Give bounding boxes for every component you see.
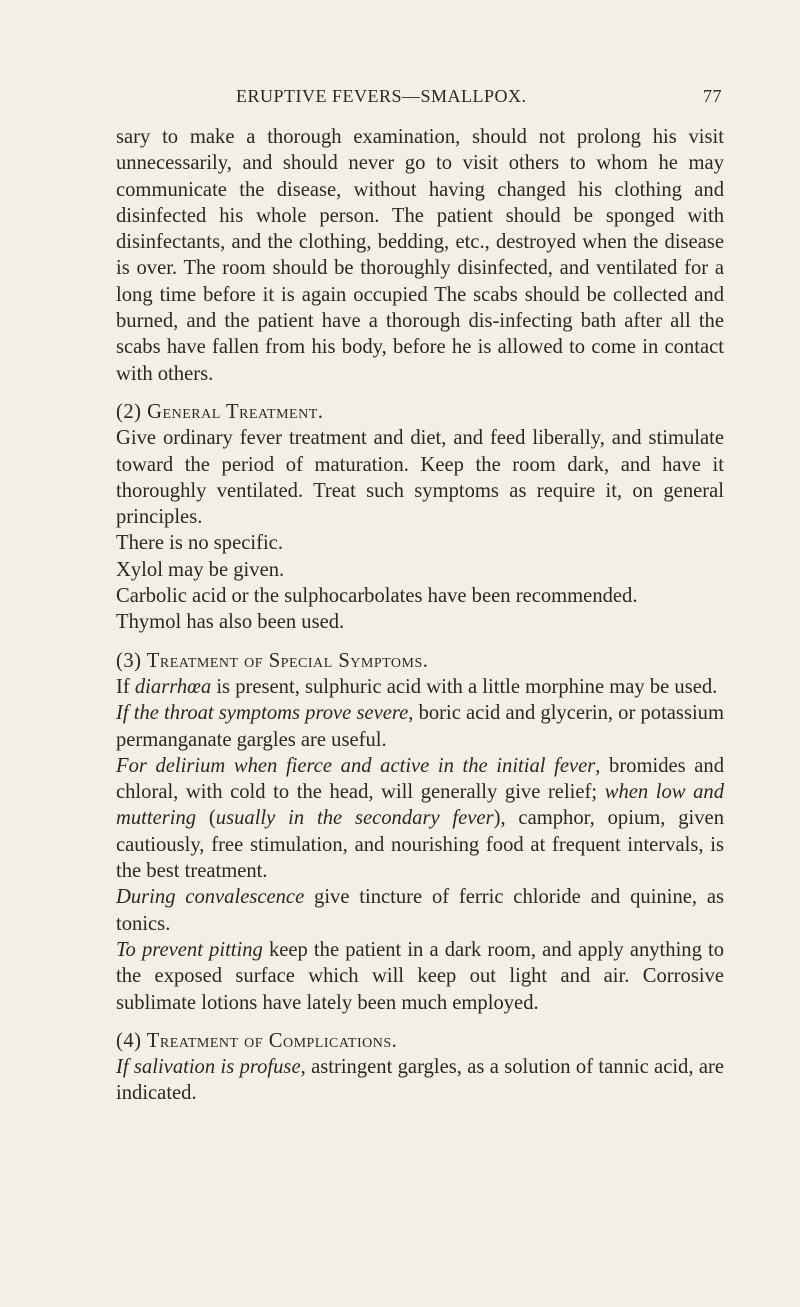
intro-paragraph: sary to make a thorough examination, should not prolong his visit unnecessarily, and should never go to visit others to whom he may communicate the disease, without having changed his clothing and disinfected his whole person. The patient should be sponged with disinfectants, and the clothing, bedding, etc., destroyed when the disease is over. The room should be thoroughly disinfected, and ventilated for a long time before it is again occupied The scabs should be collected and burned, and the patient have a thorough dis-infecting bath after all the scabs have fallen from his body, before he is allowed to come in contact with others.	[116, 126, 724, 385]
special-symptom-paragraph: For delirium when fierce and active in the initial fever, bromides and chloral, with cold to the head, will generally give relief; when low and muttering (usually in the secondary fever), camphor, opium, given cautiously, free stimulation, and nourishing food at frequent intervals, is the best treatment.	[116, 754, 724, 883]
complications-paragraph: If salivation is profuse, astringent gargles, as a solution of tannic acid, are indicated.	[116, 1056, 724, 1105]
page-header	[116, 86, 722, 110]
section-heading-special-symptoms: (3) Treatment of Special Symptoms.	[116, 649, 429, 672]
body-text	[116, 124, 724, 1107]
section-heading-complications: (4) Treatment of Complications.	[116, 1029, 398, 1052]
general-treatment-line: Xylol may be given.	[116, 558, 285, 581]
general-treatment-line: Carbolic acid or the sulphocarbolates have been recommended.	[116, 585, 638, 608]
special-symptom-paragraph: To prevent pitting keep the patient in a dark room, and apply anything to the exposed surface which will keep out light and air. Corrosive sublimate lotions have lately been much employed.	[116, 938, 725, 1014]
running-title: ERUPTIVE FEVERS—SMALLPOX.	[236, 86, 527, 106]
special-symptom-paragraph: During convalescence give tincture of ferric chloride and quinine, as tonics.	[116, 886, 724, 935]
general-treatment-line: Thymol has also been used.	[116, 611, 345, 634]
special-symptom-paragraph: If diarrhœa is present, sulphuric acid with a little morphine may be used.	[116, 675, 718, 698]
section-heading-general-treatment: (2) General Treatment.	[116, 400, 324, 423]
page-number: 77	[703, 86, 722, 106]
general-treatment-paragraph: Give ordinary fever treatment and diet, and feed liberally, and stimulate toward the period of maturation. Keep the room dark, and have it thoroughly ventilated. Treat such symptoms as require it, on general principles.	[116, 427, 724, 529]
general-treatment-line: There is no specific.	[116, 532, 283, 555]
special-symptom-paragraph: If the throat symptoms prove severe, boric acid and glycerin, or potassium permanganate gargles are useful.	[116, 702, 724, 751]
